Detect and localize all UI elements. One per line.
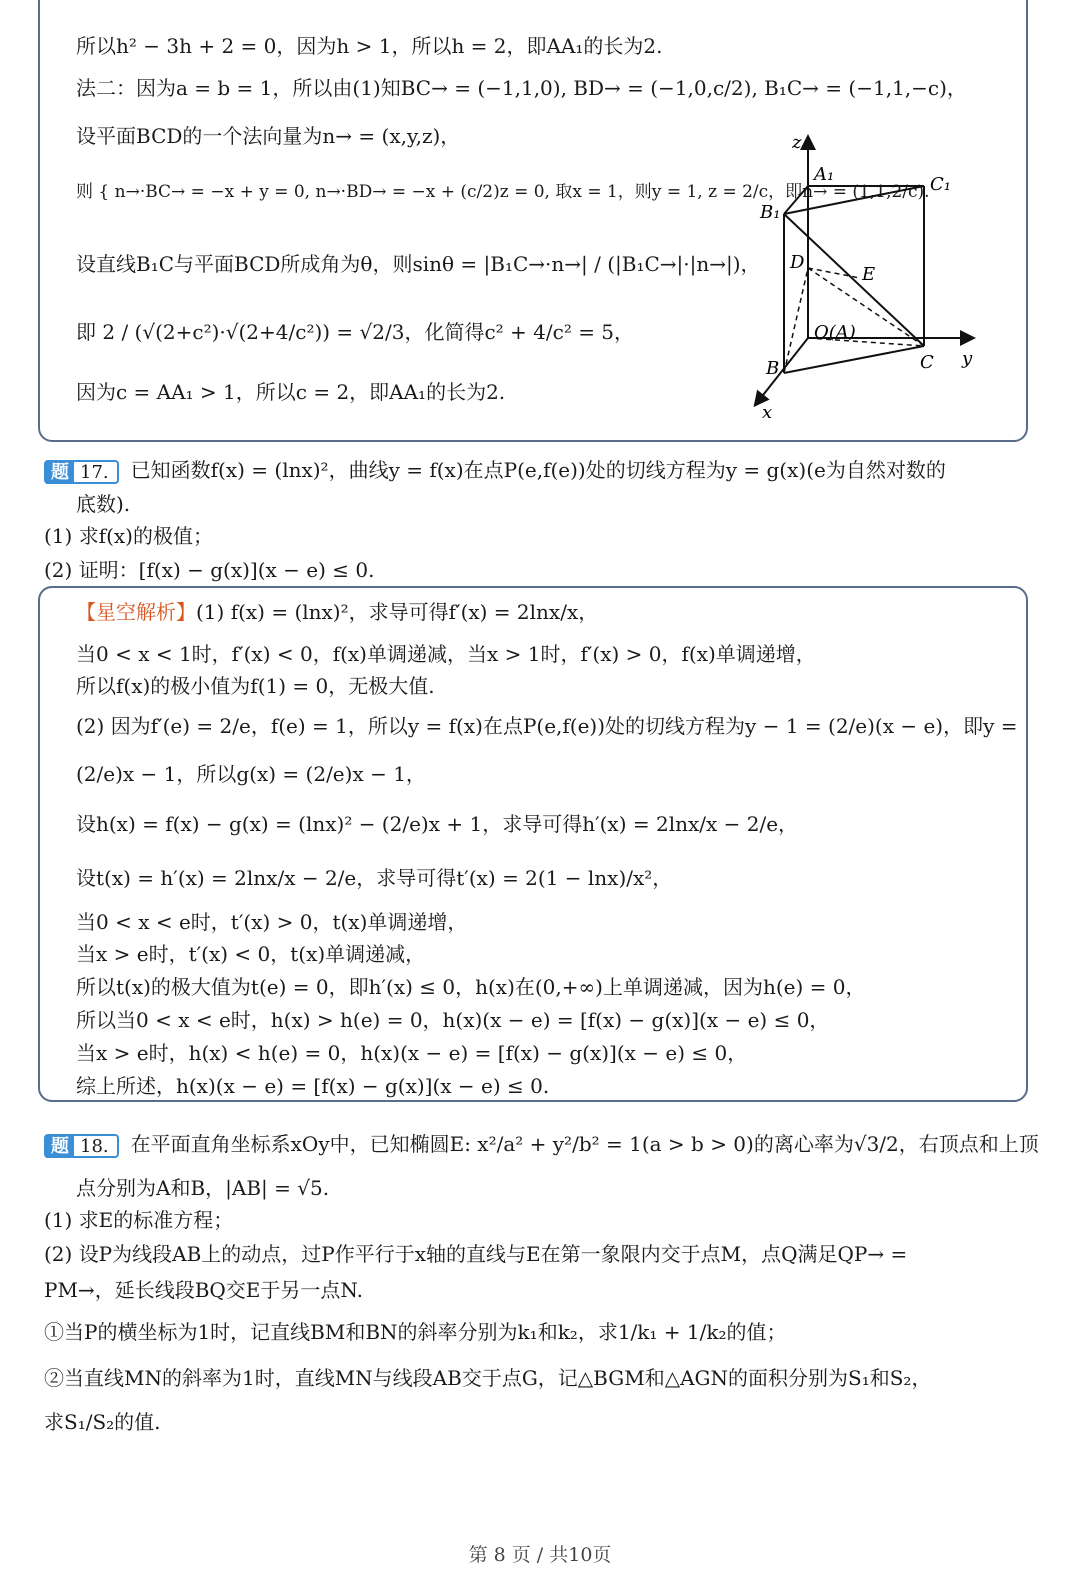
label-C1: C₁ — [930, 174, 951, 195]
prism-figure — [740, 128, 990, 428]
x-axis — [756, 338, 808, 404]
solution-line: 当0 < x < e时，t′(x) > 0，t(x)单调递增， — [76, 910, 468, 934]
question-tag-label: 题 — [46, 1136, 74, 1158]
label-E: E — [862, 264, 876, 285]
solution-line: 当x > e时，h(x) < h(e) = 0，h(x)(x − e) = [f(x) − g(x)](x − e) ≤ 0， — [76, 1041, 748, 1065]
label-x: x — [762, 402, 773, 423]
question-tag — [44, 460, 119, 484]
label-z: z — [792, 132, 802, 153]
solution-line: 设t(x) = h′(x) = 2lnx/x − 2/e，求导可得t′(x) = 2(1 − lnx)/x²， — [76, 866, 673, 890]
solution-line: 所以h² − 3h + 2 = 0，因为h > 1，所以h = 2，即AA₁的长为2. — [76, 34, 663, 58]
solution-line: (2/e)x − 1，所以g(x) = (2/e)x − 1， — [76, 762, 426, 786]
question-line: PM→，延长线段BQ交E于另一点N. — [44, 1278, 363, 1302]
label-C: C — [920, 352, 934, 373]
label-D: D — [790, 252, 805, 273]
question-tag — [44, 1134, 119, 1158]
question-line: 点分别为A和B，|AB| = √5. — [76, 1176, 330, 1200]
question-number: 17. — [80, 461, 109, 483]
question-line: (1) 求f(x)的极值； — [44, 524, 213, 548]
label-A1: A₁ — [814, 164, 835, 185]
question-17-line — [44, 456, 946, 484]
solution-line: 设直线B₁C与平面BCD所成角为θ，则sinθ = |B₁C→·n→| / (|B₁C→|·|n→|)， — [76, 252, 761, 276]
solution-line: 则 { n→·BC→ = −x + y = 0, n→·BD→ = −x + (c/2)z = 0, 取x = 1，则y = 1, z = 2/c，即n→ = (1,1,2/c). — [76, 182, 930, 202]
question-line: ①当P的横坐标为1时，记直线BM和BN的斜率分别为k₁和k₂，求1/k₁ + 1/k₂的值； — [44, 1320, 787, 1344]
solution-line: 法二：因为a = b = 1，所以由(1)知BC→ = (−1,1,0), BD→ = (−1,0,c/2), B₁C→ = (−1,1,−c)， — [76, 76, 967, 100]
page-number: 第 8 页 / 共10页 — [468, 1544, 612, 1566]
solution-line: 设h(x) = f(x) − g(x) = (lnx)² − (2/e)x + 1，求导可得h′(x) = 2lnx/x − 2/e， — [76, 812, 799, 836]
label-B1: B₁ — [760, 202, 781, 223]
solution-line: 当x > e时，t′(x) < 0，t(x)单调递减， — [76, 942, 426, 966]
solution-line: 综上所述，h(x)(x − e) = [f(x) − g(x)](x − e) ≤ 0. — [76, 1074, 550, 1098]
question-line: ②当直线MN的斜率为1时，直线MN与线段AB交于点G，记△BGM和△AGN的面积分别为S₁和S₂， — [44, 1366, 932, 1390]
question-text: 在平面直角坐标系xOy中，已知椭圆E: x²/a² + y²/b² = 1(a > b > 0)的离心率为√3/2，右顶点和上顶 — [130, 1132, 1039, 1156]
question-line: 求S₁/S₂的值. — [44, 1410, 161, 1434]
solution-line: 即 2 / (√(2+c²)·√(2+4/c²)) = √2/3，化简得c² + 4/c² = 5， — [76, 320, 635, 344]
label-y: y — [962, 348, 973, 369]
question-line: (1) 求E的标准方程； — [44, 1208, 234, 1232]
question-line: (2) 设P为线段AB上的动点，过P作平行于x轴的直线与E在第一象限内交于点M，点Q满足QP→ = — [44, 1242, 908, 1266]
solution-tag: 【星空解析】 — [76, 600, 196, 624]
question-text: 已知函数f(x) = (lnx)²，曲线y = f(x)在点P(e,f(e))处的切线方程为y = g(x)(e为自然对数的 — [130, 458, 946, 482]
solution-line: (2) 因为f′(e) = 2/e，f(e) = 1，所以y = f(x)在点P(e,f(e))处的切线方程为y − 1 = (2/e)(x − e)，即y = — [76, 714, 1018, 738]
solution-line: 因为c = AA₁ > 1，所以c = 2，即AA₁的长为2. — [76, 380, 506, 404]
question-18-line — [44, 1130, 1039, 1158]
question-line: 底数). — [76, 492, 131, 516]
solution-line: 所以f(x)的极小值为f(1) = 0，无极大值. — [76, 674, 435, 698]
solution-line — [76, 598, 598, 626]
label-B: B — [766, 358, 780, 379]
solution-line: 所以当0 < x < e时，h(x) > h(e) = 0，h(x)(x − e) = [f(x) − g(x)](x − e) ≤ 0， — [76, 1008, 830, 1032]
question-line: (2) 证明：[f(x) − g(x)](x − e) ≤ 0. — [44, 558, 375, 582]
label-O: O(A) — [814, 322, 856, 343]
question-number: 18. — [80, 1135, 109, 1157]
solution-line: 设平面BCD的一个法向量为n→ = (x,y,z)， — [76, 124, 461, 148]
solution-text: (1) f(x) = (lnx)²，求导可得f′(x) = 2lnx/x， — [196, 600, 599, 624]
solution-line: 所以t(x)的极大值为t(e) = 0，即h′(x) ≤ 0，h(x)在(0,+∞)上单调递减，因为h(e) = 0， — [76, 975, 866, 999]
question-tag-label: 题 — [46, 462, 74, 484]
solution-line: 当0 < x < 1时，f′(x) < 0，f(x)单调递减，当x > 1时，f′(x) > 0，f(x)单调递增， — [76, 642, 816, 666]
